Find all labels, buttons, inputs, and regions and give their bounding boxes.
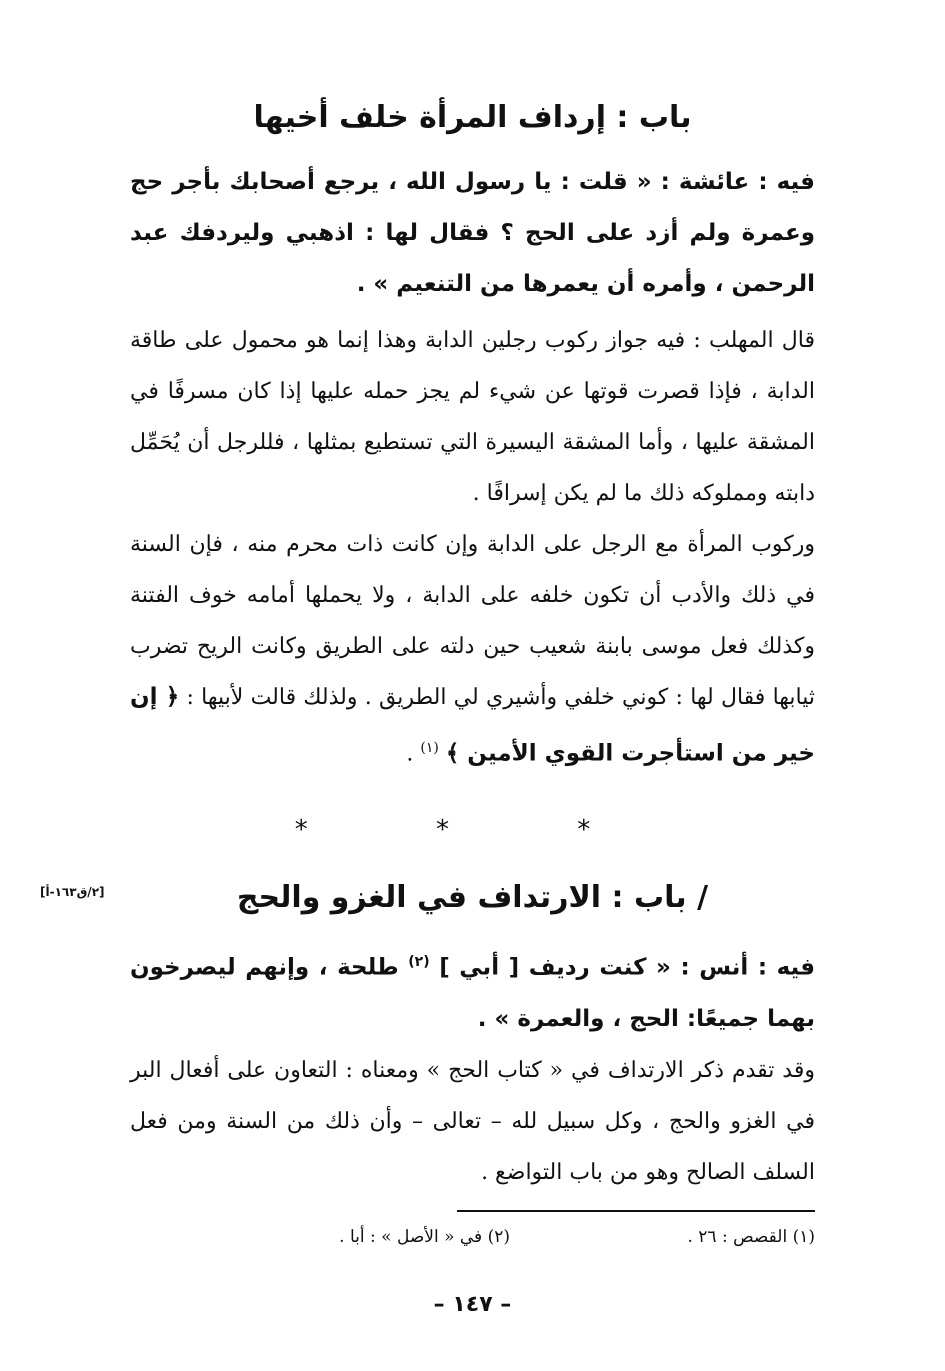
quran-verse: ﴿ إن خير من استأجرت القوي الأمين ﴾	[130, 684, 815, 767]
section2-hadith-part1: فيه : أنس : « كنت رديف [ أبي ]	[439, 954, 816, 981]
page-number: – ١٤٧ –	[433, 1292, 512, 1317]
section2-hadith-part2: طلحة ، وإنهم ليصرخون بهما جميعًا: الحج ، والعمرة » .	[130, 954, 815, 1032]
page-body	[130, 0, 815, 1371]
section1-heading: باب : إرداف المرأة خلف أخيها	[253, 100, 692, 135]
commentary-2-end: .	[406, 741, 414, 767]
section1-commentary-1: قال المهلب : فيه جواز ركوب رجلين الدابة وهذا إنما هو محمول على طاقة الدابة ، فإذا قصرت قوتها عن شيء لم يجز حمله عليها إذا كان مسرفًا في المشقة عليها ، وأما المشقة اليسيرة التي تستطيع بمثلها ، فللرجل أن يُحَمِّل دابته ومملوكه ذلك ما لم يكن إسرافًا .	[130, 328, 815, 506]
section1-hadith: فيه : عائشة : « قلت : يا رسول الله ، يرجع أصحابك بأجر حج وعمرة ولم أزد على الحج ؟ فقال لها : اذهبي وليردفك عبد الرحمن ، وأمره أن يعمرها من التنعيم » .	[130, 169, 815, 297]
section-separator: * * *	[294, 815, 651, 845]
commentary-2-text: وركوب المرأة مع الرجل على الدابة وإن كانت ذات محرم منه ، فإن السنة في ذلك والأدب أن تكون خلفه على الدابة ، ولا يحملها أمامه خوف الفتنة وكذلك فعل موسى بابنة شعيب حين دلته على الطريق وكانت الريح تضرب ثيابها فقال لها : كوني خلفي وأشيري لي الطريق . ولذلك قالت لأبيها :	[130, 532, 815, 710]
section2-hadith	[130, 937, 815, 1045]
footnote-2: (٢) في « الأصل » : أبا .	[339, 1227, 510, 1247]
footnote-ref-2: (٢)	[408, 954, 430, 970]
section2-slash: /	[697, 880, 709, 915]
section2-heading: باب : الارتداف في الغزو والحج	[236, 880, 687, 915]
footnote-1: (١) القصص : ٢٦ .	[687, 1227, 815, 1247]
footnote-ref-1: (١)	[420, 740, 439, 756]
section1-commentary-2	[130, 519, 815, 779]
section2-heading-row	[130, 878, 815, 918]
section2-commentary: وقد تقدم ذكر الارتداف في « كتاب الحج » ومعناه : التعاون على أفعال البر في الغزو والحج ، وكل سبيل لله – تعالى – وأن ذلك من السنة ومن فعل السلف الصالح وهو من باب التواضع .	[130, 1058, 815, 1185]
footnote-divider	[457, 1210, 815, 1212]
manuscript-margin-reference: [٢/ق١٦٣-أ]	[40, 885, 105, 899]
